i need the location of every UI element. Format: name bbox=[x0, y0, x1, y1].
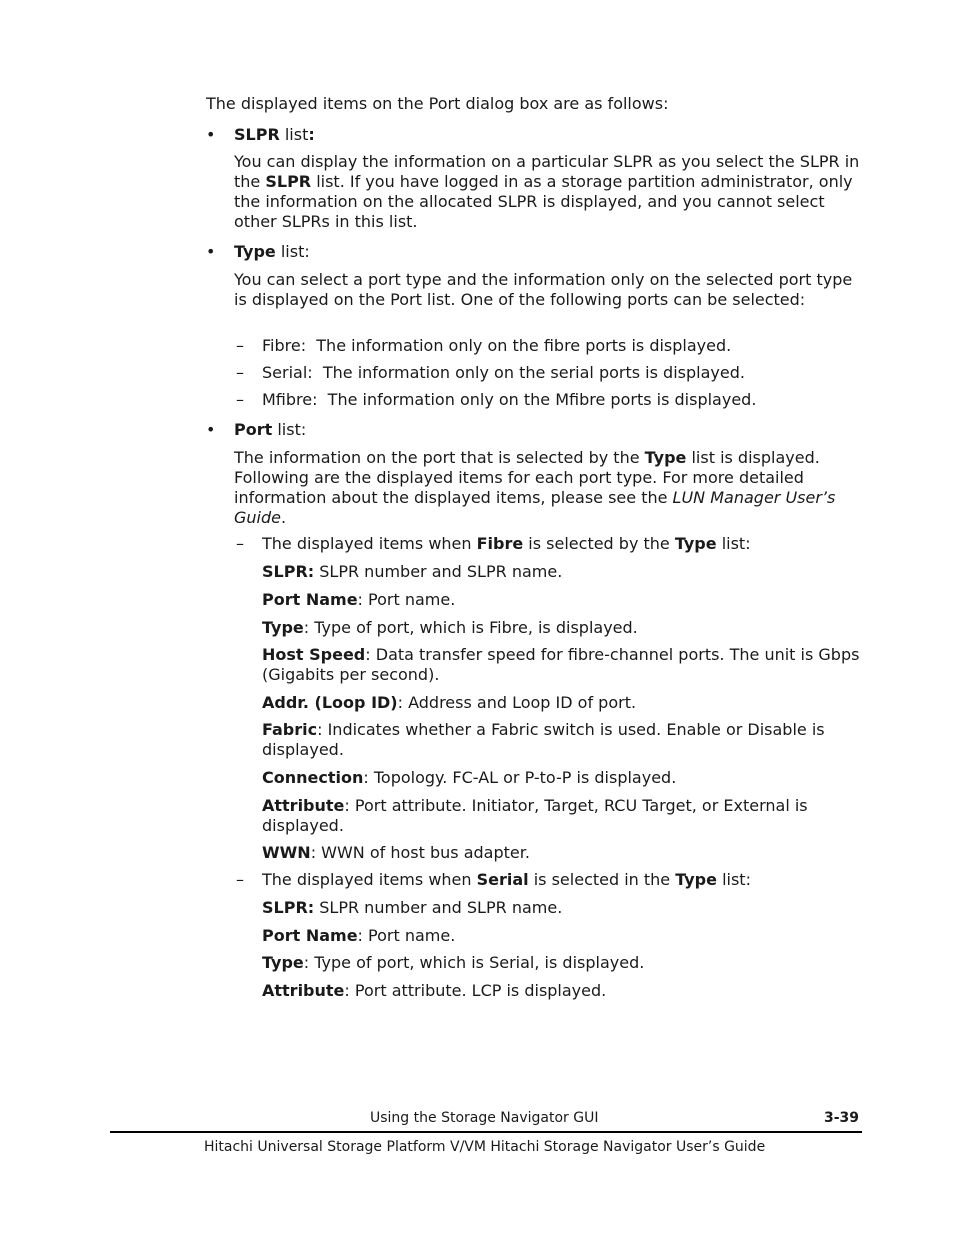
slpr-list-label: SLPR bbox=[234, 125, 280, 144]
slpr-list-label-rest: list bbox=[279, 125, 309, 144]
bullet-marker: • bbox=[206, 420, 216, 439]
item-term: Addr. (Loop ID) bbox=[262, 693, 398, 712]
desc-bold: SLPR bbox=[265, 172, 312, 191]
option-name: Serial: bbox=[262, 363, 313, 382]
item-def: SLPR number and SLPR name. bbox=[314, 562, 563, 581]
heading-text: is selected by the bbox=[523, 534, 675, 553]
desc-text: The information on the port that is selected by the bbox=[234, 448, 645, 467]
item-term: Port Name bbox=[262, 590, 358, 609]
footer-divider bbox=[110, 1131, 862, 1133]
type-list-heading bbox=[234, 242, 310, 261]
fibre-item-fabric bbox=[262, 720, 862, 760]
heading-bold: Type bbox=[674, 534, 717, 553]
fibre-item-host-speed bbox=[262, 645, 862, 685]
item-term: Port Name bbox=[262, 926, 358, 945]
dash-marker: – bbox=[236, 390, 244, 409]
footer-section-title: Using the Storage Navigator GUI bbox=[370, 1110, 599, 1126]
option-name: Fibre: bbox=[262, 336, 307, 355]
page-number: 3-39 bbox=[824, 1110, 860, 1126]
fibre-item-addr-loop-id bbox=[262, 693, 862, 713]
type-list-label: Type bbox=[234, 242, 276, 261]
item-def: : Topology. FC-AL or P-to-P is displayed. bbox=[363, 768, 677, 787]
item-term: SLPR: bbox=[262, 562, 315, 581]
item-term: Connection bbox=[262, 768, 364, 787]
item-term: Attribute bbox=[262, 981, 345, 1000]
serial-item-slpr bbox=[262, 898, 862, 918]
item-def: : Port attribute. Initiator, Target, RCU Target, or External is displayed. bbox=[262, 796, 808, 835]
option-text: The information only on the Mfibre ports is displayed. bbox=[327, 390, 757, 409]
item-term: Host Speed bbox=[262, 645, 366, 664]
port-list-label-rest: list: bbox=[272, 420, 307, 439]
heading-text: list: bbox=[716, 870, 751, 889]
dash-marker: – bbox=[236, 336, 244, 355]
heading-bold: Serial bbox=[476, 870, 529, 889]
slpr-list-colon: : bbox=[308, 125, 315, 144]
footer-book-title: Hitachi Universal Storage Platform V/VM Hitachi Storage Navigator User’s Guide bbox=[204, 1139, 766, 1155]
item-def: SLPR number and SLPR name. bbox=[314, 898, 563, 917]
item-def: : Indicates whether a Fabric switch is used. Enable or Disable is displayed. bbox=[262, 720, 825, 759]
desc-text: list. If you have logged in as a storage partition administrator, only the information on the allocated SLPR is displayed, and you cannot select other SLPRs in this list. bbox=[234, 172, 853, 231]
fibre-item-wwn bbox=[262, 843, 862, 863]
option-name: Mfibre: bbox=[262, 390, 318, 409]
item-term: Fabric bbox=[262, 720, 318, 739]
fibre-items-heading bbox=[262, 534, 751, 553]
fibre-item-connection bbox=[262, 768, 862, 788]
heading-text: The displayed items when bbox=[262, 534, 477, 553]
type-option-serial bbox=[262, 363, 745, 382]
item-def: : Address and Loop ID of port. bbox=[397, 693, 637, 712]
dash-marker: – bbox=[236, 363, 244, 382]
item-def: : WWN of host bus adapter. bbox=[310, 843, 530, 862]
bullet-marker: • bbox=[206, 125, 216, 144]
heading-text: The displayed items when bbox=[262, 870, 477, 889]
item-term: Attribute bbox=[262, 796, 345, 815]
type-list-label-rest: list: bbox=[275, 242, 310, 261]
fibre-item-attribute bbox=[262, 796, 862, 836]
fibre-item-port-name bbox=[262, 590, 862, 610]
desc-text: You can display the information on a particular SLPR as you select the SLPR in the bbox=[234, 152, 860, 191]
item-def: : Port name. bbox=[357, 926, 456, 945]
item-def: : Port attribute. LCP is displayed. bbox=[344, 981, 607, 1000]
item-def: : Type of port, which is Fibre, is displayed. bbox=[303, 618, 638, 637]
heading-text: is selected in the bbox=[528, 870, 676, 889]
port-list-label: Port bbox=[234, 420, 273, 439]
item-def: : Type of port, which is Serial, is displayed. bbox=[303, 953, 645, 972]
item-def: : Port name. bbox=[357, 590, 456, 609]
heading-bold: Type bbox=[675, 870, 717, 889]
intro-text: The displayed items on the Port dialog box are as follows: bbox=[206, 94, 669, 113]
item-term: WWN bbox=[262, 843, 311, 862]
serial-item-port-name bbox=[262, 926, 862, 946]
desc-text: . bbox=[280, 508, 287, 527]
type-option-fibre bbox=[262, 336, 731, 355]
fibre-item-slpr bbox=[262, 562, 862, 582]
bullet-marker: • bbox=[206, 242, 216, 261]
desc-bold: Type bbox=[644, 448, 687, 467]
slpr-list-description bbox=[234, 152, 864, 232]
heading-bold: Fibre bbox=[476, 534, 524, 553]
dash-marker: – bbox=[236, 870, 244, 889]
option-text: The information only on the serial ports is displayed. bbox=[322, 363, 745, 382]
desc-text: list is displayed. Following are the displayed items for each port type. For more detailed information about the displayed items, please see the bbox=[234, 448, 820, 507]
type-list-description: You can select a port type and the information only on the selected port type is displayed on the Port list. One of the following ports can be selected: bbox=[234, 270, 853, 309]
type-option-mfibre bbox=[262, 390, 756, 409]
guide-reference: LUN Manager User’s Guide bbox=[234, 488, 836, 527]
port-list-description bbox=[234, 448, 854, 528]
item-def: : Data transfer speed for fibre-channel ports. The unit is Gbps (Gigabits per second). bbox=[262, 645, 860, 684]
fibre-item-type bbox=[262, 618, 862, 638]
port-list-heading bbox=[234, 420, 306, 439]
serial-item-type bbox=[262, 953, 862, 973]
dash-marker: – bbox=[236, 534, 244, 553]
slpr-list-heading bbox=[234, 125, 315, 144]
item-term: SLPR: bbox=[262, 898, 315, 917]
option-text: The information only on the fibre ports is displayed. bbox=[316, 336, 732, 355]
item-term: Type bbox=[262, 953, 304, 972]
item-term: Type bbox=[262, 618, 304, 637]
heading-text: list: bbox=[716, 534, 751, 553]
serial-items-heading bbox=[262, 870, 751, 889]
serial-item-attribute bbox=[262, 981, 862, 1001]
